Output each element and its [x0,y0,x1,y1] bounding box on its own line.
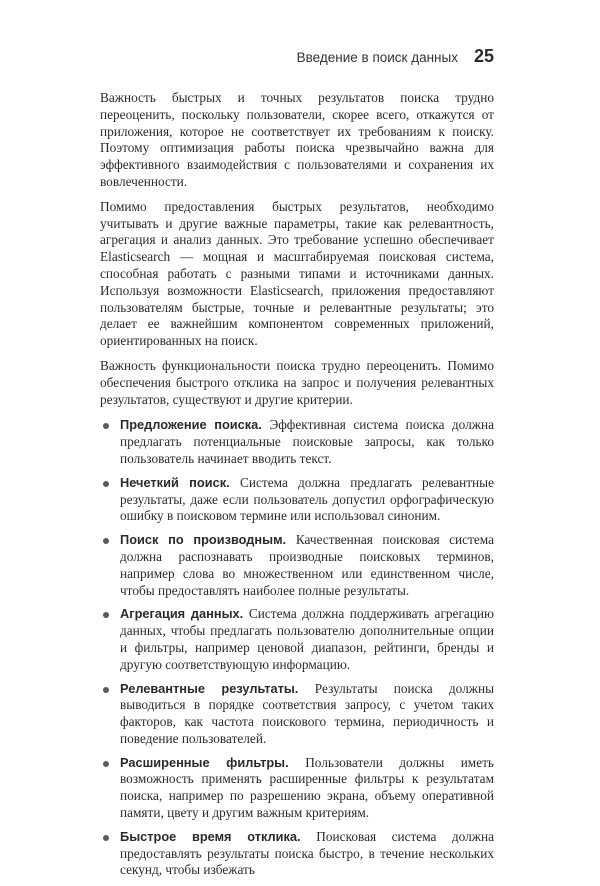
list-item-text: Пользователи должны иметь возможность применять расширенные фильтры к результатам поиска, например по разрешению экрана, объему оперативной памяти, цвету и другим важным критериям. [120,754,495,821]
chapter-title: Введение в поиск данных [296,50,458,65]
list-item-text: Система должна поддерживать агрегацию данных, чтобы предлагать пользователю дополнительные опции и фильтры, например ценовой диапазон, рейтинги, бренды и другую соответствующую информацию. [120,606,494,672]
bullet-icon [103,835,109,841]
bullet-icon [103,761,109,767]
bullet-icon [103,481,109,487]
bullet-icon [103,687,109,693]
paragraph: Важность функциональности поиска трудно переоценить. Помимо обеспечения быстрого отклика на запрос и получения релевантных результатов, существуют и другие критерии. [100,357,494,407]
paragraph: Помимо предоставления быстрых результатов, необходимо учитывать и другие важные параметры, такие как релевантность, агрегация и анализ данных. Это требование успешно обеспечивает Elasticsearch — мощная и масштабируемая поисковая система, способная работать с разными типами и источниками данных. Используя возможности Elasticsearch, приложения предоставляют пользователям быстрые, точные и релевантные результаты; это делает ее важнейшим компонентом современных приложений, ориентированных на поиск. [100,198,494,349]
list-item [100,829,494,879]
list-item [100,417,494,467]
list-item [100,681,494,748]
bullet-icon [103,423,109,429]
bullet-icon [103,612,109,618]
list-item-term: Быстрое время отклика. [120,828,317,844]
list-item-term: Нечеткий поиск. [120,474,241,490]
list-item-term: Расширенные фильтры. [120,754,306,770]
body-text [100,90,494,886]
list-item [100,475,494,525]
list-item [100,606,494,673]
list-item [100,532,494,599]
paragraph: Важность быстрых и точных результатов поиска трудно переоценить, поскольку пользователи, скорее всего, откажутся от приложения, которое не соответствует их требованиям к поиску. Поэтому оптимизация работы поиска чрезвычайно важна для эффективного взаимодействия с пользователями и сохранения их вовлеченности. [100,90,494,189]
list-item-text: Поисковая система должна предоставлять результаты поиска быстро, в течение нескольких секунд, чтобы избежать [120,828,494,878]
running-header [297,46,494,67]
list-item-text: Система должна предлагать релевантные результаты, даже если пользователь допустил орфографическую ошибку в поисковом термине или использовал синоним. [120,474,494,524]
list-item-text: Эффективная система поиска должна предлагать потенциальные поисковые запросы, как только пользователь начинает вводить текст. [120,417,494,466]
page-number: 25 [473,46,494,66]
list-item-term: Агрегация данных. [120,606,249,622]
list-item-term: Поиск по производным. [120,532,296,548]
bullet-icon [103,538,109,544]
list-item [100,755,494,822]
list-item-term: Предложение поиска. [120,417,270,433]
list-item-text: Результаты поиска должны выводиться в порядке соответствия запросу, с учетом таких факторов, как частота поискового термина, периодичность и поведение пользователей. [120,680,494,746]
list-item-text: Качественная поисковая система должна распознавать производные поисковых терминов, например слова во множественном или единственном числе, чтобы предоставлять наиболее полные результаты. [120,532,495,598]
criteria-list [100,417,494,879]
list-item-term: Релевантные результаты. [120,680,315,696]
